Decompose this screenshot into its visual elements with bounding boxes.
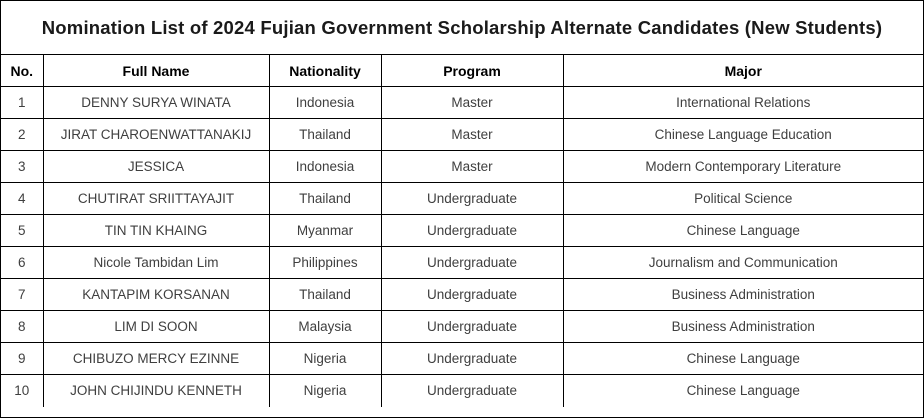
cell-full-name: TIN TIN KHAING <box>43 215 269 247</box>
table-row <box>1 151 923 183</box>
table-row <box>1 183 923 215</box>
cell-no: 1 <box>1 87 43 119</box>
cell-nationality: Myanmar <box>269 215 381 247</box>
cell-major: Chinese Language Education <box>563 119 923 151</box>
cell-no: 7 <box>1 279 43 311</box>
cell-major: Business Administration <box>563 311 923 343</box>
cell-major: International Relations <box>563 87 923 119</box>
cell-full-name: LIM DI SOON <box>43 311 269 343</box>
page-title: Nomination List of 2024 Fujian Government Scholarship Alternate Candidates (New Students) <box>41 16 883 38</box>
cell-no: 6 <box>1 247 43 279</box>
cell-major: Chinese Language <box>563 375 923 407</box>
cell-full-name: KANTAPIM KORSANAN <box>43 279 269 311</box>
table-row <box>1 279 923 311</box>
cell-program: Undergraduate <box>381 247 563 279</box>
cell-major: Modern Contemporary Literature <box>563 151 923 183</box>
table-row <box>1 215 923 247</box>
cell-program: Undergraduate <box>381 343 563 375</box>
cell-no: 3 <box>1 151 43 183</box>
cell-program: Undergraduate <box>381 183 563 215</box>
column-header-program: Program <box>381 55 563 87</box>
cell-program: Master <box>381 119 563 151</box>
cell-nationality: Nigeria <box>269 375 381 407</box>
table-header <box>1 55 923 87</box>
cell-program: Undergraduate <box>381 375 563 407</box>
cell-major: Business Administration <box>563 279 923 311</box>
cell-no: 8 <box>1 311 43 343</box>
cell-full-name: JIRAT CHAROENWATTANAKIJ <box>43 119 269 151</box>
table-row <box>1 247 923 279</box>
table-row <box>1 119 923 151</box>
cell-nationality: Thailand <box>269 119 381 151</box>
cell-no: 4 <box>1 183 43 215</box>
header-row <box>1 55 923 87</box>
column-header-nationality: Nationality <box>269 55 381 87</box>
cell-no: 10 <box>1 375 43 407</box>
cell-program: Master <box>381 151 563 183</box>
cell-nationality: Thailand <box>269 279 381 311</box>
table-row <box>1 375 923 407</box>
cell-program: Undergraduate <box>381 215 563 247</box>
cell-program: Undergraduate <box>381 311 563 343</box>
cell-nationality: Indonesia <box>269 87 381 119</box>
cell-no: 5 <box>1 215 43 247</box>
cell-no: 9 <box>1 343 43 375</box>
cell-major: Journalism and Communication <box>563 247 923 279</box>
cell-full-name: Nicole Tambidan Lim <box>43 247 269 279</box>
column-header-no: No. <box>1 55 43 87</box>
table-row <box>1 311 923 343</box>
cell-full-name: JESSICA <box>43 151 269 183</box>
cell-full-name: JOHN CHIJINDU KENNETH <box>43 375 269 407</box>
cell-full-name: CHIBUZO MERCY EZINNE <box>43 343 269 375</box>
column-header-major: Major <box>563 55 923 87</box>
cell-nationality: Malaysia <box>269 311 381 343</box>
table-body <box>1 87 923 407</box>
table-row <box>1 87 923 119</box>
cell-major: Political Science <box>563 183 923 215</box>
cell-full-name: DENNY SURYA WINATA <box>43 87 269 119</box>
cell-full-name: CHUTIRAT SRIITTAYAJIT <box>43 183 269 215</box>
cell-major: Chinese Language <box>563 343 923 375</box>
column-header-full-name: Full Name <box>43 55 269 87</box>
table-row <box>1 343 923 375</box>
cell-program: Undergraduate <box>381 279 563 311</box>
title-band <box>1 1 923 54</box>
nomination-table <box>1 54 923 407</box>
cell-nationality: Nigeria <box>269 343 381 375</box>
cell-no: 2 <box>1 119 43 151</box>
cell-nationality: Philippines <box>269 247 381 279</box>
cell-major: Chinese Language <box>563 215 923 247</box>
cell-program: Master <box>381 87 563 119</box>
cell-nationality: Indonesia <box>269 151 381 183</box>
cell-nationality: Thailand <box>269 183 381 215</box>
